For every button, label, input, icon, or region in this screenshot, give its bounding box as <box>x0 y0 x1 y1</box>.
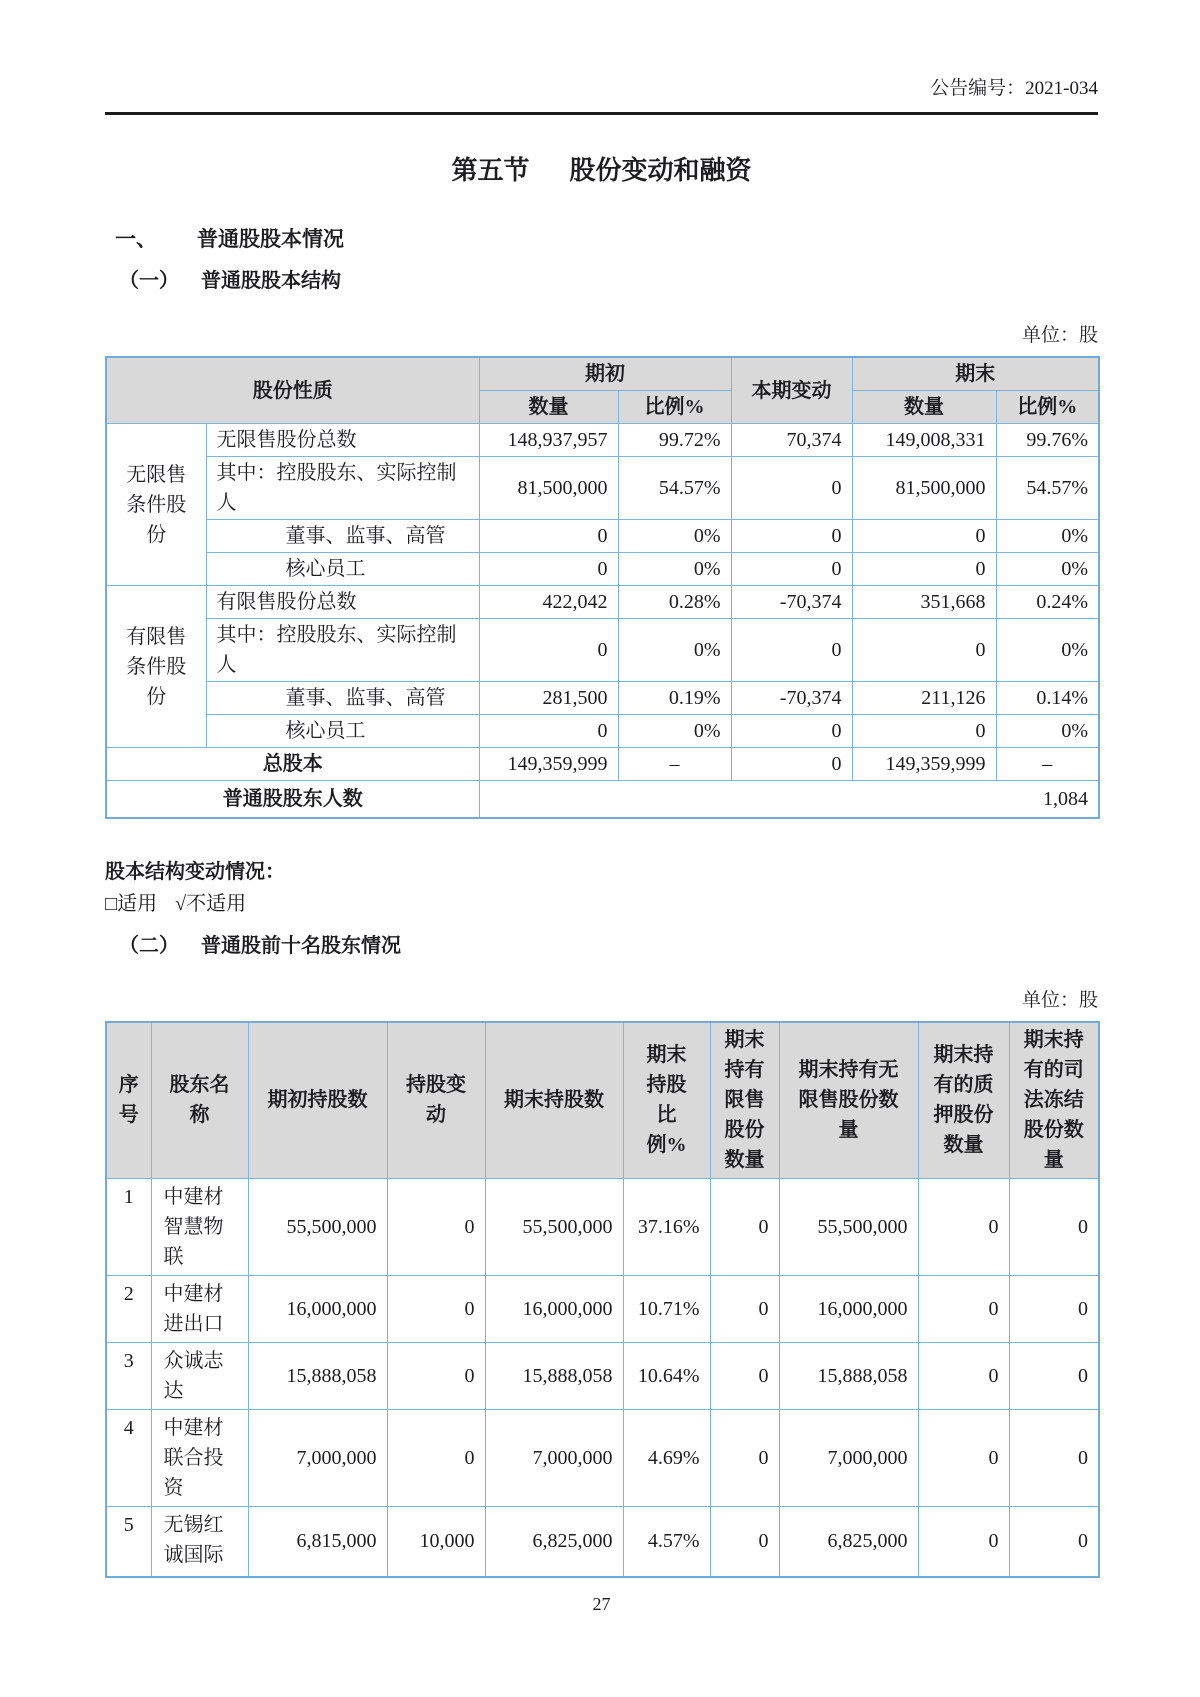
header-begin-shares: 期初持股数 <box>248 1022 387 1179</box>
cell-end-qty: 351,668 <box>852 586 996 619</box>
total-row-label: 总股本 <box>106 748 479 781</box>
cell-index: 2 <box>106 1276 151 1343</box>
cell-begin-shares: 15,888,058 <box>248 1343 387 1410</box>
cell-change: 0 <box>731 619 852 682</box>
table-row <box>106 682 1099 715</box>
cell-end-ratio: – <box>996 748 1099 781</box>
table-header-row <box>106 1022 1099 1179</box>
section-heading-1-number: 一、 <box>115 227 157 251</box>
cell-begin-shares: 55,500,000 <box>248 1179 387 1276</box>
shareholder-row <box>106 1276 1099 1343</box>
header-period-begin: 期初 <box>479 357 731 391</box>
cell-end-ratio: 4.69% <box>623 1410 710 1507</box>
header-rule <box>105 112 1098 115</box>
cell-end-ratio: 0.24% <box>996 586 1099 619</box>
cell-end-shares: 6,825,000 <box>485 1507 623 1577</box>
cell-end-frozen: 0 <box>1009 1507 1099 1577</box>
cell-change: 0 <box>731 457 852 520</box>
cell-end-pledged: 0 <box>918 1507 1009 1577</box>
cell-shareholder-name: 中建材联合投资 <box>151 1410 248 1507</box>
cell-begin-qty: 422,042 <box>479 586 618 619</box>
header-end-pledged: 期末持有的质押股份数量 <box>918 1022 1009 1179</box>
chapter-number: 第五节 <box>451 156 530 185</box>
cell-end-qty: 149,359,999 <box>852 748 996 781</box>
cell-end-unrestricted: 7,000,000 <box>779 1410 918 1507</box>
cell-share-change: 0 <box>387 1410 485 1507</box>
cell-end-qty: 211,126 <box>852 682 996 715</box>
unit-label-2: 单位：股 <box>1021 989 1098 1011</box>
header-period-change: 本期变动 <box>731 357 852 424</box>
header-end-shares: 期末持股数 <box>485 1022 623 1179</box>
cell-begin-qty: 0 <box>479 715 618 748</box>
section-heading-1 <box>105 224 1098 254</box>
shareholder-row <box>106 1179 1099 1276</box>
header-share-nature: 股份性质 <box>106 357 479 424</box>
cell-end-frozen: 0 <box>1009 1276 1099 1343</box>
header-end-frozen: 期末持有的司法冻结股份数量 <box>1009 1022 1099 1179</box>
page-number: 27 <box>592 1593 611 1614</box>
checkbox-applicable: □适用 <box>105 892 158 915</box>
cell-change: 0 <box>731 520 852 553</box>
share-structure-table <box>105 356 1100 819</box>
cell-change: 0 <box>731 715 852 748</box>
holders-count-value: 1,084 <box>479 781 1099 818</box>
row-label: 有限售股份总数 <box>206 586 479 619</box>
cell-begin-ratio: 99.72% <box>618 424 731 457</box>
cell-share-change: 0 <box>387 1179 485 1276</box>
top-shareholders-table <box>105 1021 1100 1578</box>
table-row <box>106 424 1099 457</box>
total-row <box>106 748 1099 781</box>
table-row <box>106 520 1099 553</box>
table-header-row <box>106 357 1099 391</box>
cell-begin-qty: 0 <box>479 520 618 553</box>
row-label: 核心员工 <box>206 715 479 748</box>
row-label: 董事、监事、高管 <box>206 682 479 715</box>
page-title <box>105 152 1098 190</box>
announcement-number: 公告编号：2021-034 <box>930 78 1098 99</box>
cell-end-pledged: 0 <box>918 1276 1009 1343</box>
cell-end-unrestricted: 15,888,058 <box>779 1343 918 1410</box>
subsection-heading-1 <box>105 266 1098 296</box>
cell-begin-ratio: 0.19% <box>618 682 731 715</box>
cell-change: 0 <box>731 553 852 586</box>
cell-end-frozen: 0 <box>1009 1410 1099 1507</box>
cell-end-ratio: 0% <box>996 553 1099 586</box>
row-label: 核心员工 <box>206 553 479 586</box>
cell-begin-qty: 0 <box>479 553 618 586</box>
cell-end-ratio: 0% <box>996 715 1099 748</box>
cell-change: -70,374 <box>731 586 852 619</box>
cell-end-ratio: 37.16% <box>623 1179 710 1276</box>
cell-end-restricted: 0 <box>710 1179 779 1276</box>
cell-end-restricted: 0 <box>710 1343 779 1410</box>
cell-end-frozen: 0 <box>1009 1343 1099 1410</box>
cell-end-qty: 149,008,331 <box>852 424 996 457</box>
cell-begin-ratio: 0% <box>618 715 731 748</box>
cell-shareholder-name: 中建材智慧物联 <box>151 1179 248 1276</box>
cell-end-frozen: 0 <box>1009 1179 1099 1276</box>
row-label: 其中：控股股东、实际控制人 <box>206 457 479 520</box>
cell-end-qty: 0 <box>852 553 996 586</box>
table-row <box>106 457 1099 520</box>
shareholder-row <box>106 1343 1099 1410</box>
shareholder-row <box>106 1507 1099 1577</box>
cell-begin-ratio: – <box>618 748 731 781</box>
change-note-title: 股本结构变动情况： <box>105 860 285 883</box>
cell-begin-qty: 0 <box>479 619 618 682</box>
cell-begin-ratio: 0% <box>618 619 731 682</box>
holders-count-row <box>106 781 1099 818</box>
cell-end-ratio: 10.64% <box>623 1343 710 1410</box>
cell-change: 70,374 <box>731 424 852 457</box>
cell-end-shares: 16,000,000 <box>485 1276 623 1343</box>
unit-label-1: 单位：股 <box>1021 325 1098 346</box>
cell-begin-qty: 281,500 <box>479 682 618 715</box>
cell-begin-ratio: 0.28% <box>618 586 731 619</box>
cell-end-pledged: 0 <box>918 1179 1009 1276</box>
cell-end-qty: 0 <box>852 619 996 682</box>
table-row <box>106 619 1099 682</box>
cell-end-qty: 0 <box>852 715 996 748</box>
header-begin-ratio: 比例% <box>618 391 731 424</box>
shareholder-row <box>106 1410 1099 1507</box>
subsection-heading-2-number: （二） <box>119 934 179 957</box>
cell-change: -70,374 <box>731 682 852 715</box>
cell-index: 1 <box>106 1179 151 1276</box>
applicability-checkboxes <box>105 889 1098 919</box>
cell-begin-ratio: 0% <box>618 520 731 553</box>
cell-index: 5 <box>106 1507 151 1577</box>
cell-index: 3 <box>106 1343 151 1410</box>
cell-share-change: 0 <box>387 1276 485 1343</box>
group-label-restricted: 有限售条件股份 <box>106 586 206 748</box>
document-content <box>105 75 1098 1618</box>
subsection-heading-2-text: 普通股前十名股东情况 <box>201 934 401 957</box>
cell-share-change: 10,000 <box>387 1507 485 1577</box>
cell-change: 0 <box>731 748 852 781</box>
cell-begin-shares: 16,000,000 <box>248 1276 387 1343</box>
header-end-restricted: 期末持有限售股份数量 <box>710 1022 779 1179</box>
cell-begin-shares: 7,000,000 <box>248 1410 387 1507</box>
cell-end-ratio: 10.71% <box>623 1276 710 1343</box>
checkbox-not-applicable: √不适用 <box>175 892 247 915</box>
cell-end-ratio: 0.14% <box>996 682 1099 715</box>
cell-end-pledged: 0 <box>918 1410 1009 1507</box>
subsection-heading-1-number: （一） <box>119 270 179 292</box>
cell-begin-ratio: 54.57% <box>618 457 731 520</box>
cell-end-ratio: 54.57% <box>996 457 1099 520</box>
cell-end-ratio: 99.76% <box>996 424 1099 457</box>
header-end-qty: 数量 <box>852 391 996 424</box>
cell-end-shares: 7,000,000 <box>485 1410 623 1507</box>
header-period-end: 期末 <box>852 357 1099 391</box>
section-heading-1-text: 普通股股本情况 <box>197 227 344 251</box>
cell-share-change: 0 <box>387 1343 485 1410</box>
cell-end-unrestricted: 6,825,000 <box>779 1507 918 1577</box>
cell-begin-ratio: 0% <box>618 553 731 586</box>
header-shareholder-name: 股东名称 <box>151 1022 248 1179</box>
cell-end-shares: 55,500,000 <box>485 1179 623 1276</box>
table-row <box>106 553 1099 586</box>
table-row <box>106 586 1099 619</box>
row-label: 其中：控股股东、实际控制人 <box>206 619 479 682</box>
cell-end-ratio: 4.57% <box>623 1507 710 1577</box>
header-end-ratio: 期末持股比例% <box>623 1022 710 1179</box>
cell-end-qty: 81,500,000 <box>852 457 996 520</box>
cell-end-ratio: 0% <box>996 520 1099 553</box>
row-label: 董事、监事、高管 <box>206 520 479 553</box>
cell-begin-shares: 6,815,000 <box>248 1507 387 1577</box>
cell-shareholder-name: 众诚志达 <box>151 1343 248 1410</box>
cell-end-pledged: 0 <box>918 1343 1009 1410</box>
cell-end-unrestricted: 16,000,000 <box>779 1276 918 1343</box>
cell-begin-qty: 149,359,999 <box>479 748 618 781</box>
row-label: 无限售股份总数 <box>206 424 479 457</box>
cell-end-restricted: 0 <box>710 1276 779 1343</box>
header-share-change: 持股变动 <box>387 1022 485 1179</box>
cell-index: 4 <box>106 1410 151 1507</box>
table-row <box>106 715 1099 748</box>
cell-end-unrestricted: 55,500,000 <box>779 1179 918 1276</box>
header-end-unrestricted: 期末持有无限售股份数量 <box>779 1022 918 1179</box>
cell-begin-qty: 81,500,000 <box>479 457 618 520</box>
cell-end-qty: 0 <box>852 520 996 553</box>
cell-end-shares: 15,888,058 <box>485 1343 623 1410</box>
group-label-unrestricted: 无限售条件股份 <box>106 424 206 586</box>
cell-end-restricted: 0 <box>710 1410 779 1507</box>
subsection-heading-2 <box>105 931 1098 961</box>
header-index: 序号 <box>106 1022 151 1179</box>
cell-shareholder-name: 无锡红诚国际 <box>151 1507 248 1577</box>
cell-begin-qty: 148,937,957 <box>479 424 618 457</box>
holders-count-label: 普通股股东人数 <box>106 781 479 818</box>
header-begin-qty: 数量 <box>479 391 618 424</box>
cell-shareholder-name: 中建材进出口 <box>151 1276 248 1343</box>
cell-end-restricted: 0 <box>710 1507 779 1577</box>
chapter-title: 股份变动和融资 <box>569 156 752 185</box>
cell-end-ratio: 0% <box>996 619 1099 682</box>
subsection-heading-1-text: 普通股股本结构 <box>201 270 341 292</box>
header-end-ratio: 比例% <box>996 391 1099 424</box>
